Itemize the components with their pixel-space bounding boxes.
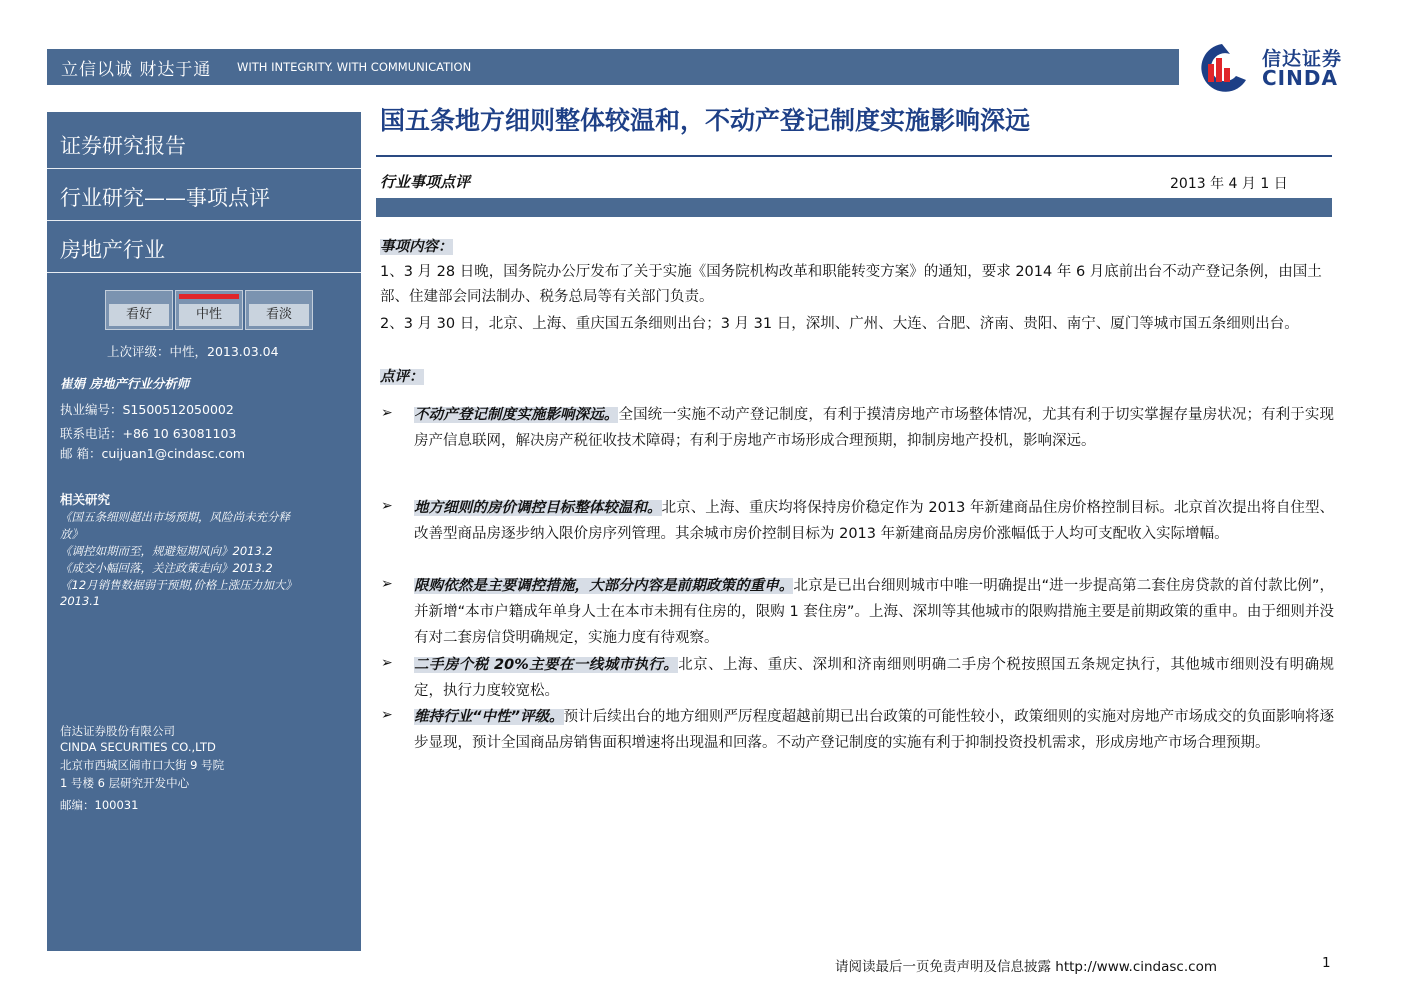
rating-neutral	[175, 290, 243, 330]
point-lead: 限购依然是主要调控措施，大部分内容是前期政策的重申。	[414, 578, 794, 594]
phone-number: 联系电话：+86 10 63081103	[60, 426, 237, 441]
event-item-2: 2、3 月 30 日，北京、上海、重庆国五条细则出台；3 月 31 日，深圳、广州、大连、合肥、济南、贵阳、南宁、厦门等城市国五条细则出台。	[380, 316, 1299, 332]
industry-label: 房地产行业	[60, 238, 165, 262]
sidebar-row-industry	[47, 222, 361, 273]
footer-disclaimer[interactable]: 请阅读最后一页免责声明及信息披露 http://www.cindasc.com	[835, 959, 1217, 975]
arrow-bullet-icon: ➢	[381, 405, 393, 421]
section-bar	[376, 198, 1332, 217]
comment-point	[414, 652, 1334, 704]
related-item[interactable]: 放》	[60, 527, 83, 541]
report-title: 国五条地方细则整体较温和，不动产登记制度实施影响深远	[380, 106, 1031, 135]
header-bar	[47, 49, 1179, 85]
arrow-bullet-icon: ➢	[381, 576, 393, 592]
arrow-bullet-icon: ➢	[381, 707, 393, 723]
slogan: 立信以诚 财达于通	[61, 60, 212, 80]
arrow-bullet-icon: ➢	[381, 655, 393, 671]
comment-heading	[380, 365, 1335, 390]
company-address-1: 北京市西城区闹市口大街 9 号院	[60, 758, 225, 772]
previous-rating: 上次评级：中性，2013.03.04	[107, 344, 279, 359]
related-item[interactable]: 2013.1	[60, 594, 101, 608]
report-subtitle: 行业事项点评	[380, 173, 471, 191]
related-item[interactable]: 《成交小幅回落，关注政策走向》2013.2	[60, 561, 273, 575]
comment-point	[414, 573, 1334, 651]
logo-english: CINDA	[1262, 66, 1338, 90]
point-text: 预计后续出台的地方细则严厉程度超越前期已出台政策的可能性较小，政策细则的实施对房地产市场成交的负面影响将逐步显现，预计全国商品房销售面积增速将出现温和回落。不动产登记制度的实施有利于抑制投资投机需求，形成房地产市场合理预期。	[414, 709, 1334, 751]
rating-negative-label: 看淡	[249, 304, 309, 326]
selected-rating-marker	[179, 294, 239, 299]
company-name-en: CINDA SECURITIES CO.,LTD	[60, 740, 216, 754]
rating-positive-label: 看好	[109, 304, 169, 326]
point-lead: 地方细则的房价调控目标整体较温和。	[414, 500, 662, 516]
slogan-english: WITH INTEGRITY. WITH COMMUNICATION	[237, 60, 472, 74]
report-date: 2013 年 4 月 1 日	[1170, 176, 1288, 192]
point-text: 全国统一实施不动产登记制度，有利于摸清房地产市场整体情况，尤其有利于切实掌握存量房状况；有利于实现房产信息联网，解决房产税征收技术障碍；有利于房地产市场形成合理预期，抑制房地产投机，影响深远。	[414, 407, 1334, 449]
event-item-1: 1、3 月 28 日晚，国务院办公厅发布了关于实施《国务院机构改革和职能转变方案》的通知，要求 2014 年 6 月底前出台不动产登记条例，由国土部、住建部会同法制办、税务总局等有关部门负责。	[380, 264, 1322, 305]
title-divider	[376, 155, 1332, 157]
rating-positive	[105, 290, 173, 330]
related-item[interactable]: 《12月销售数据弱于预期,价格上涨压力加大》	[60, 578, 297, 592]
logo-chinese: 信达证券	[1262, 48, 1343, 70]
sidebar-row-research-type	[47, 170, 361, 221]
analyst-name: 崔娟 房地产行业分析师	[60, 376, 190, 391]
comment-point	[414, 402, 1334, 454]
point-lead: 维持行业“中性”评级。	[414, 709, 564, 725]
event-heading	[380, 235, 1335, 260]
license-number: 执业编号：S1500512050002	[60, 402, 234, 417]
company-name-cn: 信达证券股份有限公司	[60, 724, 175, 738]
point-lead: 不动产登记制度实施影响深远。	[414, 407, 619, 423]
related-research-heading: 相关研究	[60, 492, 111, 507]
cinda-logo-icon	[1190, 40, 1254, 95]
point-lead: 二手房个税 20%主要在一线城市执行。	[414, 657, 679, 673]
rating-neutral-label: 中性	[179, 304, 239, 326]
company-address-2: 1 号楼 6 层研究开发中心	[60, 776, 190, 790]
company-postcode: 邮编：100031	[60, 798, 139, 812]
arrow-bullet-icon: ➢	[381, 498, 393, 514]
page-number: 1	[1322, 955, 1331, 971]
related-item[interactable]: 《国五条细则超出市场预期，风险尚未充分释	[60, 510, 290, 524]
email-address[interactable]: 邮 箱：cuijuan1@cindasc.com	[60, 446, 246, 461]
rating-negative	[245, 290, 313, 330]
research-type-label: 行业研究——事项点评	[60, 186, 270, 210]
comment-point	[414, 495, 1334, 547]
rating-scale	[105, 290, 315, 330]
comment-point	[414, 704, 1334, 756]
cinda-logo	[1190, 40, 1370, 95]
comment-heading-label: 点评：	[380, 369, 424, 385]
event-heading-label: 事项内容：	[380, 239, 453, 255]
sidebar	[47, 112, 361, 951]
point-text: 北京、上海、重庆均将保持房价稳定作为 2013 年新建商品住房价格控制目标。北京首次提出将自住型、改善型商品房逐步纳入限价房序列管理。其余城市房价控制目标为 2013 年新建商品房房价涨幅低于人均可支配收入实际增幅。	[414, 500, 1335, 542]
related-item[interactable]: 《调控如期而至，规避短期风向》2013.2	[60, 544, 273, 558]
point-text: 北京是已出台细则城市中唯一明确提出“进一步提高第二套住房贷款的首付款比例”，并新增“本市户籍成年单身人士在本市未拥有住房的，限购 1 套住房”。上海、深圳等其他城市的限购措施主要是前期政策的重申。由于细则并没有对二套房信贷明确规定，实施力度有待观察。	[414, 578, 1334, 646]
report-type-label: 证券研究报告	[60, 134, 186, 158]
point-text: 北京、上海、重庆、深圳和济南细则明确二手房个税按照国五条规定执行，其他城市细则没有明确规定，执行力度较宽松。	[414, 657, 1334, 699]
sidebar-row-report-type	[47, 118, 361, 169]
